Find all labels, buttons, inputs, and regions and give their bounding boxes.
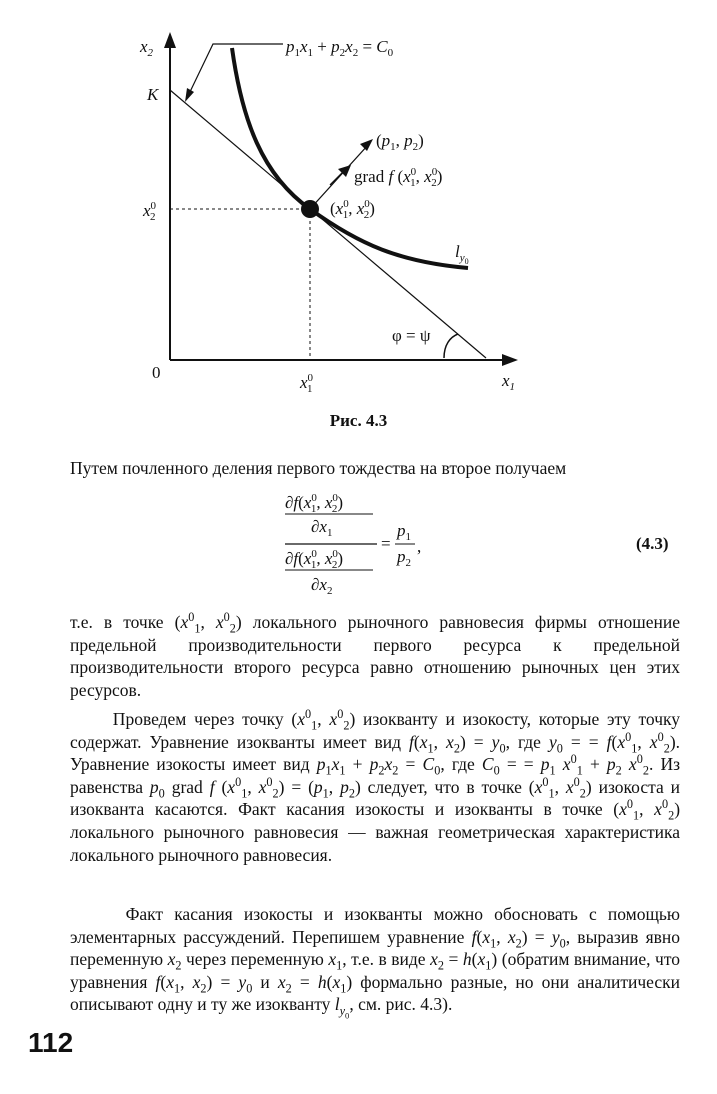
origin-label: 0: [152, 363, 161, 382]
grad-label: grad f ($x^0$ 1, $x^0$ 2): [354, 166, 443, 189]
svg-text:=: =: [381, 534, 391, 553]
isocost-label: $p_1x_1 + p_2x_2 = C_0$: [286, 37, 394, 59]
y-axis-arrow: [164, 32, 176, 48]
price-vector-arrow: [360, 139, 373, 151]
price-vector-label: ($p_1$, $p_2$): [376, 131, 424, 153]
formula-num-bottom: $\partial x_1$: [311, 517, 333, 539]
rhs-den: $p_2$: [397, 547, 411, 569]
formula-den-top: $\partial f(x^0$ 1, $x^0$ 2): [285, 548, 344, 571]
isocost-pointer-arrow: [185, 88, 194, 102]
x-axis-arrow: [502, 354, 518, 366]
equation-number: (4.3): [636, 534, 669, 553]
isoquant-curve: [232, 48, 468, 268]
k-label: K: [147, 85, 159, 104]
paragraph-3: Факт касания изокосты и изокванты можно обосновать с помощью элементарных рассуждений. Перепишем уравнение $f(x_1$, $x_2) = y_0$, выразив явно переменную $x_2$ через переменную $x_1$, т.е. в виде $x_2 = h(x_1)$ (обратим внимание, что уравнения $f(x_1$, $x_2) = y_0$ и $x_2 = h(x_1)$ формально разные, но они аналитически описывают одну и ту же изокванту $l_{y_0}$, см. рис. 4.3).: [70, 904, 681, 1021]
figure-caption: Рис. 4.3: [329, 411, 388, 430]
isocost-line: [170, 90, 486, 358]
x-axis-label: $x_1$: [502, 371, 516, 393]
intro-text: Путем почленного деления первого тождества на второе получаем: [70, 458, 567, 478]
paragraph-2: Проведем через точку ($x^0_1$, $x^0_2$) изокванту и изокосту, которые эту точку содержат. Уравнение изокванты имеет вид $f(x_1$, $x_2) = y_0$, где $y_0$ = = $f(x^0_1$, $x^0_2$). Уравнение изокосты имеет вид $p_1x_1 + p_2x_2 = C_0$, где $C_0$ = = $p_1$ $x^0_1 + p_2$ $x^0_2$. Из равенства $p_0$ grad f ($x^0_1$, $x^0_2) = (p_1$, $p_2$) следует, что в точке ($x^0_1$, $x^0_2$) изокоста и изокванта касаются. Факт касания изокосты и изокванты в точке ($x^0_1$, $x^0_2$) локального рыночного равновесия — важная геометрическая характеристика локального рыночного равновесия.: [70, 707, 681, 865]
angle-arc: [444, 334, 458, 358]
isoquant-label: $l_y0$: [455, 242, 469, 266]
formula-den-bottom: $\partial x_2$: [311, 575, 333, 597]
paragraph-1: т.е. в точке ($x^0_1$, $x^0_2$) локального рыночного равновесия фирмы отношение предельной производительности первого ресурса к предельной производительности второго ресурса равно отношению рыночных цен этих ресурсов.: [70, 610, 681, 700]
x0-label: $x^0$ 1: [300, 372, 314, 395]
rhs-num: $p_1$: [397, 521, 411, 543]
grad-pointer: [330, 172, 343, 185]
svg-text:,: ,: [417, 537, 422, 556]
point-label: ($x^0$ 1, $x^0$ 2): [330, 198, 375, 221]
y-axis-label: $x_2$: [140, 37, 154, 59]
page-number: 112: [28, 1027, 74, 1058]
angle-label: φ = ψ: [392, 326, 431, 345]
y0-label: $x^0$ 2: [143, 200, 157, 223]
formula-4-3: [285, 492, 465, 602]
figure-isoquant-isocost: [0, 0, 717, 400]
formula-num-top: $\partial f(x^0$ 1, $x^0$ 2): [285, 492, 344, 515]
